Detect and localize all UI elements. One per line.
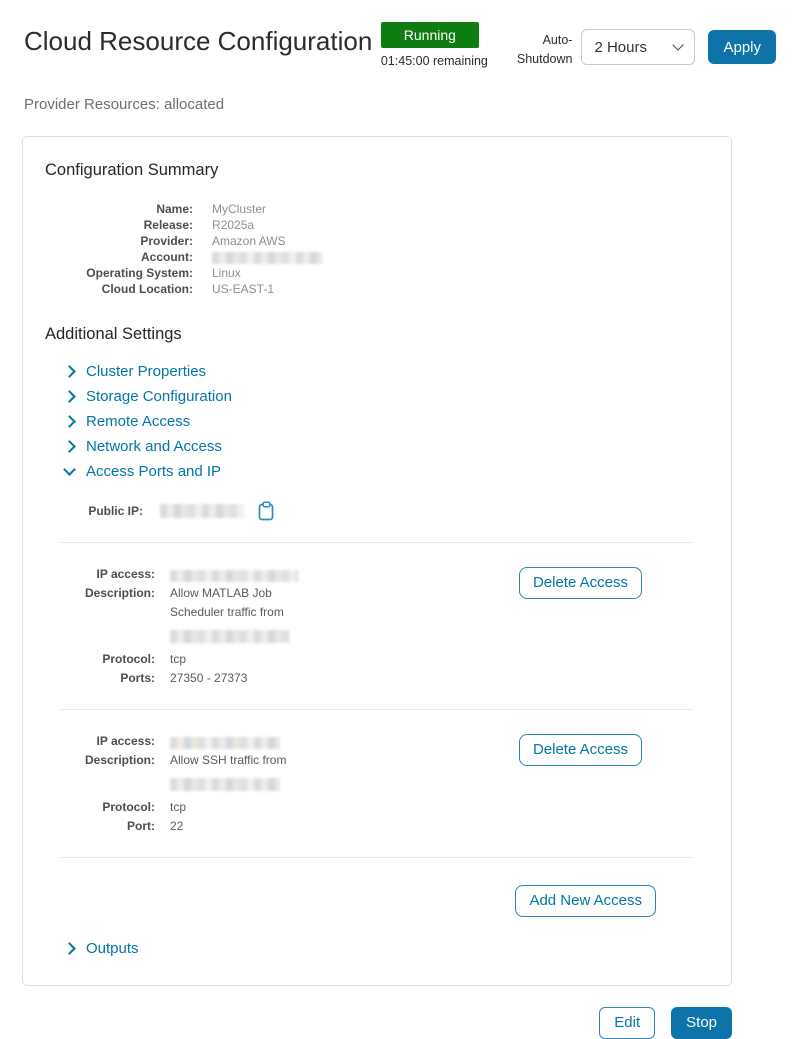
summary-value: US-EAST-1 — [212, 281, 275, 296]
configuration-summary — [41, 201, 713, 297]
summary-label: Cloud Location: — [101, 281, 193, 296]
auto-shutdown-select[interactable] — [581, 29, 695, 65]
description-line: Allow SSH traffic from — [170, 752, 287, 767]
protocol-row — [41, 798, 713, 817]
redacted-ip-access-value — [170, 732, 280, 751]
public-ip-label: Public IP: — [88, 503, 143, 518]
ports-label: Ports: — [120, 670, 155, 685]
toggle-label: Access Ports and IP — [86, 462, 222, 480]
add-new-access-button[interactable]: Add New Access — [515, 885, 656, 917]
auto-shutdown-label-line2: Shutdown — [516, 51, 573, 66]
port-row — [41, 817, 713, 836]
access-entry — [41, 565, 713, 688]
page-title: Cloud Resource Configuration — [24, 26, 373, 56]
status-remaining-text: 01:45:00 remaining — [380, 54, 488, 68]
status-badge: Running — [381, 22, 479, 48]
public-ip-row — [41, 501, 713, 521]
description-value — [170, 751, 286, 794]
chevron-right-icon — [63, 440, 76, 453]
chevron-right-icon — [63, 415, 76, 428]
description-line: Scheduler traffic from — [170, 604, 284, 619]
description-value — [170, 584, 290, 646]
access-ports-panel — [41, 501, 713, 917]
redacted-public-ip — [160, 504, 244, 518]
description-label: Description: — [84, 752, 155, 767]
summary-row-name — [41, 201, 713, 217]
redacted-description-value — [170, 775, 286, 794]
toggle-label: Network and Access — [86, 437, 222, 455]
description-line: Allow MATLAB Job — [170, 585, 272, 600]
protocol-label: Protocol: — [102, 799, 155, 814]
redacted-ip-access-value — [170, 565, 298, 584]
toggle-label: Storage Configuration — [86, 387, 232, 405]
ports-value: 27350 - 27373 — [170, 670, 248, 685]
auto-shutdown-selected-value: 2 Hours — [594, 38, 647, 56]
port-label: Port: — [127, 818, 155, 833]
port-value: 22 — [170, 818, 184, 833]
summary-label: Provider: — [140, 233, 193, 248]
redacted-description-value — [170, 627, 290, 646]
divider — [60, 857, 693, 858]
description-label: Description: — [84, 585, 155, 600]
chevron-right-icon — [63, 365, 76, 378]
summary-row-provider — [41, 233, 713, 249]
summary-value: Linux — [212, 265, 241, 280]
protocol-row — [41, 650, 713, 669]
protocol-label: Protocol: — [102, 651, 155, 666]
toggle-label: Remote Access — [86, 412, 191, 430]
summary-label: Account: — [141, 249, 193, 264]
toggle-remote-access[interactable] — [41, 409, 713, 434]
toggle-cluster-properties[interactable] — [41, 359, 713, 384]
summary-value: MyCluster — [212, 201, 267, 216]
protocol-value: tcp — [170, 651, 187, 666]
chevron-down-icon — [673, 39, 684, 50]
chevron-right-icon — [63, 390, 76, 403]
delete-access-button[interactable]: Delete Access — [519, 734, 642, 766]
redacted-account-value — [212, 249, 322, 265]
toggle-access-ports-and-ip[interactable] — [41, 459, 713, 484]
auto-shutdown-label-line1: Auto- — [542, 33, 573, 47]
additional-settings-heading: Additional Settings — [45, 324, 182, 343]
auto-shutdown-label — [517, 31, 573, 69]
ports-row — [41, 669, 713, 688]
ip-access-label: IP access: — [96, 733, 155, 748]
page-header — [0, 0, 800, 69]
header-controls — [381, 22, 776, 69]
configuration-card — [22, 136, 732, 986]
ip-access-label: IP access: — [96, 566, 155, 581]
toggle-label: Cluster Properties — [86, 362, 207, 380]
chevron-down-icon — [63, 463, 76, 476]
toggle-network-and-access[interactable] — [41, 434, 713, 459]
summary-label: Operating System: — [86, 265, 193, 280]
configuration-summary-heading: Configuration Summary — [45, 160, 219, 179]
summary-label: Name: — [156, 201, 193, 216]
access-entry — [41, 732, 713, 836]
summary-value: R2025a — [212, 217, 255, 232]
summary-row-location — [41, 281, 713, 297]
summary-row-release — [41, 217, 713, 233]
add-access-row — [41, 885, 713, 917]
toggle-outputs[interactable] — [41, 936, 713, 961]
stop-button[interactable]: Stop — [671, 1007, 732, 1039]
chevron-right-icon — [63, 942, 76, 955]
summary-row-os — [41, 265, 713, 281]
toggle-storage-configuration[interactable] — [41, 384, 713, 409]
summary-row-account — [41, 249, 713, 265]
summary-value: Amazon AWS — [212, 233, 286, 248]
delete-access-button[interactable]: Delete Access — [519, 567, 642, 599]
provider-resources-status: Provider Resources: allocated — [24, 95, 225, 113]
edit-button[interactable]: Edit — [599, 1007, 655, 1039]
protocol-value: tcp — [170, 799, 187, 814]
copy-clipboard-icon[interactable] — [258, 501, 275, 521]
footer-actions — [0, 1007, 732, 1039]
additional-settings-toggles — [41, 359, 713, 484]
toggle-label: Outputs — [86, 939, 139, 957]
apply-button[interactable]: Apply — [708, 30, 776, 64]
summary-label: Release: — [143, 217, 193, 232]
divider — [60, 709, 693, 710]
status-block — [380, 22, 488, 68]
divider — [60, 542, 693, 543]
